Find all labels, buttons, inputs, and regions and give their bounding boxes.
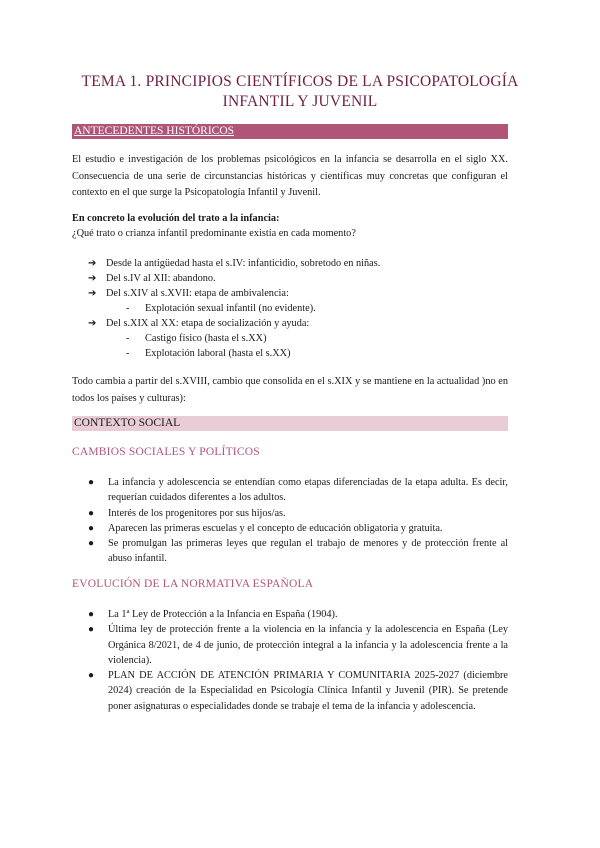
title-line-1: TEMA 1. PRINCIPIOS CIENTÍFICOS DE LA PSICOPATOLOGÍA	[81, 73, 519, 90]
evolution-question: ¿Qué trato o crianza infantil predominante existía en cada momento?	[72, 228, 356, 239]
evolution-subheading: En concreto la evolución del trato a la infancia:	[72, 213, 280, 224]
arrow-right-icon: ➔	[88, 258, 97, 269]
dash-bullet: -	[126, 348, 130, 359]
list-item-text: Del s.XIV al s.XVII: etapa de ambivalencia:	[106, 288, 289, 299]
list-item	[88, 536, 508, 567]
list-item-text: Del s.IV al XII: abandono.	[106, 273, 216, 284]
list-item	[88, 286, 508, 301]
list-item-text: Interés de los progenitores por sus hijos/as.	[108, 507, 286, 519]
sub-list-item	[88, 331, 508, 346]
list-item	[88, 271, 508, 286]
list-item-text: Aparecen las primeras escuelas y el concepto de educación obligatoria y gratuita.	[108, 522, 443, 534]
arrow-right-icon: ➔	[88, 273, 97, 284]
arrow-right-icon: ➔	[88, 288, 97, 299]
list-item	[88, 256, 508, 271]
sub-list-container	[88, 301, 508, 316]
list-item	[88, 506, 508, 521]
bullet-icon: ●	[88, 609, 95, 620]
list-item	[88, 668, 508, 714]
section-header-antecedentes: ANTECEDENTES HISTÓRICOS	[72, 124, 508, 139]
list-item-text: La 1ª Ley de Protección a la Infancia en España (1904).	[108, 609, 338, 620]
title-line-2: INFANTIL Y JUVENIL	[222, 93, 378, 110]
sub-item-text: Castigo físico (hasta el s.XX)	[145, 333, 267, 344]
arrow-right-icon: ➔	[88, 318, 97, 329]
intro-paragraph: El estudio e investigación de los problemas psicológicos en la infancia se desarrolla en el siglo XX. Consecuencia de una serie de circunstancias históricas y científicas muy concretas que configuran el contexto en el que surge la Psicopatología Infantil y Juvenil.	[72, 154, 508, 198]
list-item	[88, 521, 508, 536]
history-list	[88, 256, 508, 361]
sub-list-item	[88, 301, 508, 316]
sub-list	[88, 331, 508, 361]
sub-item-text: Explotación sexual infantil (no evidente).	[145, 303, 316, 314]
list-item-text: Última ley de protección frente a la violencia en la infancia y la adolescencia en España (Ley Orgánica 8/2021, de 4 de junio, de protección integral a la infancia y la adolescencia frente a la violencia).	[108, 624, 508, 666]
dash-bullet: -	[126, 333, 130, 344]
list-item-text: PLAN DE ACCIÓN DE ATENCIÓN PRIMARIA Y COMUNITARIA 2025-2027 (diciembre 2024) creación de la Especialidad en Psicología Clínica Infantil y Juvenil (PIR). Se pretende poner asignaturas o especialidades donde se trabaje el tema de la infancia y adolescencia.	[108, 670, 508, 712]
bullet-icon: ●	[88, 477, 95, 488]
normativa-list	[88, 607, 508, 714]
sub-list-container	[88, 331, 508, 361]
list-item	[88, 622, 508, 668]
page-title	[60, 72, 540, 112]
list-item	[88, 607, 508, 622]
subsection-heading-normativa: EVOLUCIÓN DE LA NORMATIVA ESPAÑOLA	[72, 578, 314, 590]
sub-list	[88, 301, 508, 316]
bullet-icon: ●	[88, 538, 95, 550]
dash-bullet: -	[126, 303, 130, 314]
list-item-text: La infancia y adolescencia se entendían como etapas diferenciadas de la etapa adulta. Es decir, requerían cuidados diferentes a los adultos.	[108, 477, 508, 504]
list-item-text: Desde la antigüedad hasta el s.IV: infanticidio, sobretodo en niñas.	[106, 258, 381, 269]
bullet-icon: ●	[88, 522, 95, 534]
sub-list-item	[88, 346, 508, 361]
sub-item-text: Explotación laboral (hasta el s.XX)	[145, 348, 291, 359]
list-item-text: Se promulgan las primeras leyes que regulan el trabajo de menores y de protección frente al abuso infantil.	[108, 538, 508, 565]
bullet-icon: ●	[88, 507, 95, 519]
list-item	[88, 475, 508, 506]
section-header-contexto: CONTEXTO SOCIAL	[72, 416, 508, 431]
cambios-list	[88, 475, 508, 567]
bullet-icon: ●	[88, 624, 95, 636]
list-item	[88, 316, 508, 331]
bullet-icon: ●	[88, 670, 95, 682]
closing-paragraph: Todo cambia a partir del s.XVIII, cambio que consolida en el s.XIX y se mantiene en la actualidad )no en todos los países y culturas):	[72, 376, 508, 404]
subsection-heading-cambios: CAMBIOS SOCIALES Y POLÍTICOS	[72, 446, 260, 458]
list-item-text: Del s.XIX al XX: etapa de socialización y ayuda:	[106, 318, 310, 329]
